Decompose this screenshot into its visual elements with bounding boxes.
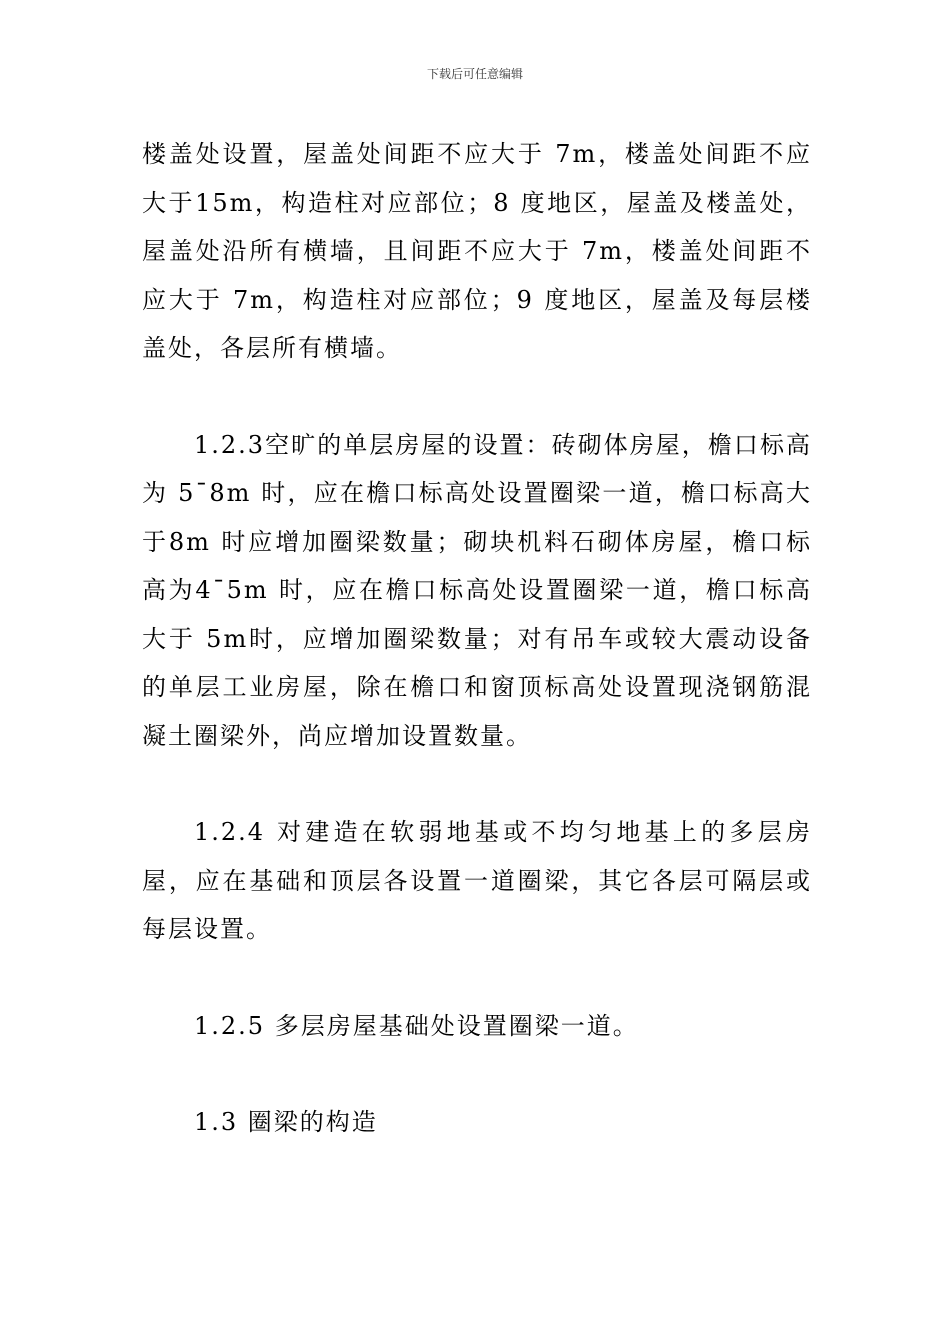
paragraph-1-2-5: 1.2.5 多层房屋基础处设置圈梁一道。 [194,1011,639,1040]
page-header: 下载后可任意编辑 [426,67,523,81]
paragraph-1-2-3: 1.2.3空旷的单层房屋的设置：砖砌体房屋，檐口标高为 5¯8m 时，应在檐口标高处设置圈梁一道，檐口标高大于8m 时应增加圈梁数量；砌块机料石砌体房屋，檐口标高为4¯5m 时，应在檐口标高处设置圈梁一道，檐口标高大于 5m时，应增加圈梁数量；对有吊车或较大震动设备的单层工业房屋，除在檐口和窗顶标高处设置现浇钢筋混凝土圈梁外，尚应增加设置数量。 [142,430,812,750]
paragraph-spacer [142,954,812,1002]
paragraph-spacer [142,760,812,808]
paragraph-continuation: 楼盖处设置，屋盖处间距不应大于 7m，楼盖处间距不应大于15m，构造柱对应部位；8 度地区，屋盖及楼盖处，屋盖处沿所有横墙，且间距不应大于 7m，楼盖处间距不应大于 7m，构造柱对应部位；9 度地区，屋盖及每层楼盖处，各层所有横墙。 [142,140,812,362]
paragraph-spacer [142,373,812,421]
document-body [142,130,812,1147]
paragraph-1-2-4: 1.2.4 对建造在软弱地基或不均匀地基上的多层房屋，应在基础和顶层各设置一道圈梁，其它各层可隔层或每层设置。 [142,818,812,943]
paragraph-spacer [142,1050,812,1098]
section-heading-1-3: 1.3 圈梁的构造 [194,1108,378,1136]
